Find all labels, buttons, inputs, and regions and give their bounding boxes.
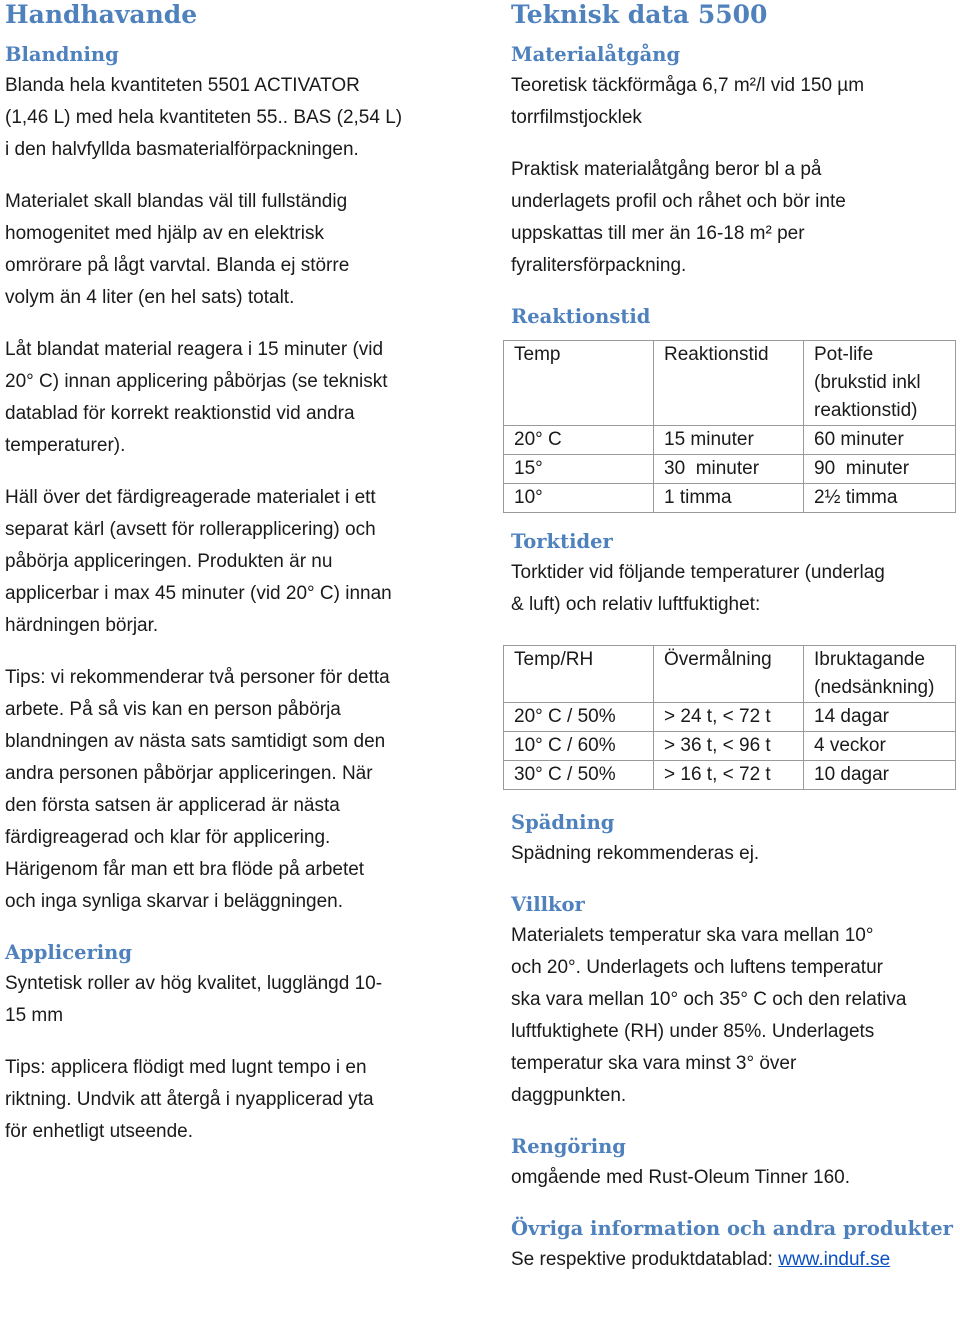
table-header-cell: Ibruktagande (nedsänkning) <box>804 646 956 703</box>
table-cell: 10° <box>504 484 654 513</box>
ovriga-text: Se respektive produktdatablad: <box>511 1249 779 1270</box>
heading-reaktionstid: Reaktionstid <box>511 305 651 328</box>
blandning-paragraph-1: Blanda hela kvantiteten 5501 ACTIVATOR (1,46 L) med hela kvantiteten 55.. BAS (2,54 L) i den halvfyllda basmaterialförpackningen. <box>5 75 403 160</box>
table-header-cell: Temp/RH <box>504 646 654 703</box>
table-header-cell: Temp <box>504 341 654 426</box>
villkor-paragraph: Materialets temperatur ska vara mellan 10° och 20°. Underlagets och luftens temperatur ska vara mellan 10° och 35° C och den relativa luftfuktighete (RH) under 85%. Underlagets temperatur ska vara minst 3° över daggpunkten. <box>511 925 907 1106</box>
heading-blandning: Blandning <box>5 43 119 66</box>
heading-spadning: Spädning <box>511 811 615 834</box>
table-header-cell: Övermålning <box>654 646 804 703</box>
materialatgang-paragraph-2: Praktisk materialåtgång beror bl a på underlagets profil och råhet och bör inte uppskattas till mer än 16-18 m² per fyralitersförpackning. <box>511 159 846 276</box>
heading-torktider: Torktider <box>511 530 613 553</box>
table-cell: 10 dagar <box>804 761 956 790</box>
table-header-row <box>504 646 956 703</box>
section-title-teknisk-data: Teknisk data 5500 <box>511 0 768 29</box>
table-row <box>504 484 956 513</box>
table-cell: 30° C / 50% <box>504 761 654 790</box>
table-row <box>504 732 956 761</box>
table-cell: 15° <box>504 455 654 484</box>
induf-link[interactable]: www.induf.se <box>778 1249 891 1270</box>
torktider-table <box>503 645 956 790</box>
table-cell: 20° C <box>504 426 654 455</box>
heading-villkor: Villkor <box>511 893 585 916</box>
heading-ovriga: Övriga information och andra produkter <box>511 1217 953 1240</box>
ovriga-paragraph <box>511 1244 959 1276</box>
heading-materialatgang: Materialåtgång <box>511 43 681 66</box>
heading-rengoring: Rengöring <box>511 1135 626 1158</box>
right-column <box>511 0 959 1276</box>
section-title-handhavande: Handhavande <box>5 0 198 29</box>
applicering-paragraph-1: Syntetisk roller av hög kvalitet, lugglängd 10- 15 mm <box>5 973 383 1026</box>
table-row <box>504 455 956 484</box>
materialatgang-paragraph-1: Teoretisk täckförmåga 6,7 m²/l vid 150 µm torrfilmstjocklek <box>511 75 865 128</box>
rengoring-text: omgående med Rust-Oleum Tinner 160. <box>511 1167 851 1188</box>
left-column <box>5 0 445 1148</box>
table-cell: > 24 t, < 72 t <box>654 703 804 732</box>
table-cell: 4 veckor <box>804 732 956 761</box>
torktider-paragraph: Torktider vid följande temperaturer (underlag & luft) och relativ luftfuktighet: <box>511 562 885 615</box>
table-row <box>504 426 956 455</box>
table-cell: > 36 t, < 96 t <box>654 732 804 761</box>
table-row <box>504 761 956 790</box>
blandning-paragraph-2: Materialet skall blandas väl till fullständig homogenitet med hjälp av en elektrisk omrörare på lågt varvtal. Blanda ej större volym än 4 liter (en hel sats) totalt. <box>5 191 350 308</box>
reaktionstid-table <box>503 340 956 513</box>
table-header-cell: Pot-life (brukstid inkl reaktionstid) <box>804 341 956 426</box>
blandning-paragraph-3: Låt blandat material reagera i 15 minuter (vid 20° C) innan applicering påbörjas (se tekniskt datablad för korrekt reaktionstid vid andra temperaturer). <box>5 339 388 456</box>
table-cell: 1 timma <box>654 484 804 513</box>
table-cell: > 16 t, < 72 t <box>654 761 804 790</box>
table-cell: 60 minuter <box>804 426 956 455</box>
table-header-cell: Reaktionstid <box>654 341 804 426</box>
blandning-paragraph-4: Häll över det färdigreagerade materialet i ett separat kärl (avsett för rollerapplicering) och påbörja appliceringen. Produkten är nu applicerbar i max 45 minuter (vid 20° C) innan härdningen börjar. <box>5 487 392 636</box>
table-cell: 15 minuter <box>654 426 804 455</box>
table-row <box>504 703 956 732</box>
table-cell: 20° C / 50% <box>504 703 654 732</box>
table-cell: 14 dagar <box>804 703 956 732</box>
spadning-text: Spädning rekommenderas ej. <box>511 843 760 864</box>
heading-applicering: Applicering <box>5 941 132 964</box>
applicering-tips-paragraph: Tips: applicera flödigt med lugnt tempo i en riktning. Undvik att återgå i nyapplicerad yta för enhetligt utseende. <box>5 1057 374 1142</box>
table-cell: 90 minuter <box>804 455 956 484</box>
table-cell: 30 minuter <box>654 455 804 484</box>
table-cell: 2½ timma <box>804 484 956 513</box>
blandning-tips-paragraph: Tips: vi rekommenderar två personer för detta arbete. På så vis kan en person påbörja blandningen av nästa sats samtidigt som den andra personen påbörjar appliceringen. När den första satsen är applicerad är nästa färdigreagerad och klar för applicering. Härigenom får man ett bra flöde på arbetet och inga synliga skarvar i beläggningen. <box>5 667 390 912</box>
table-cell: 10° C / 60% <box>504 732 654 761</box>
table-header-row <box>504 341 956 426</box>
